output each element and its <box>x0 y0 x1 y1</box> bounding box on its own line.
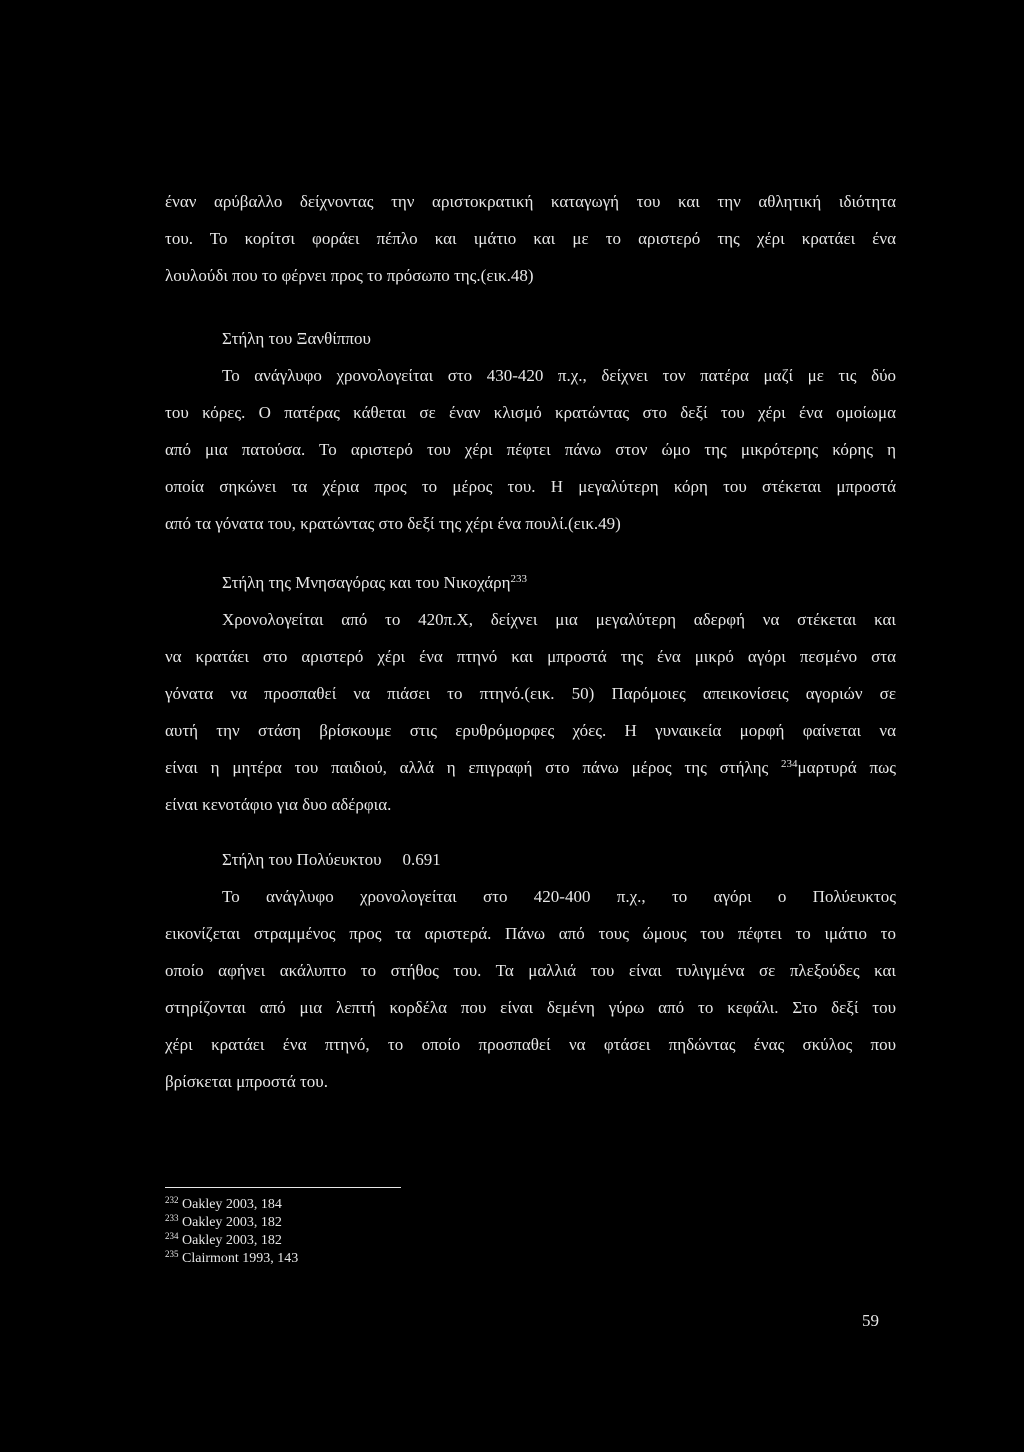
body-line: εικονίζεται στραμμένος προς τα αριστερά. Πάνω από τους ώμους του πέφτει το ιμάτιο το <box>165 924 896 943</box>
heading-suffix: 0.691 <box>402 850 441 869</box>
body-line: στηρίζονται από μια λεπτή κορδέλα που είναι δεμένη γύρω από το κεφάλι. Στο δεξί του <box>165 998 896 1017</box>
footnote-number: 233 <box>165 1213 179 1223</box>
body-text: μαρτυρά πως <box>797 758 896 777</box>
body-line: γόνατα να προσπαθεί να πιάσει το πτηνό.(εικ. 50) Παρόμοιες απεικονίσεις αγοριών σε <box>165 684 896 703</box>
footnote <box>165 1197 282 1213</box>
footnote <box>165 1233 282 1249</box>
footnote-number: 235 <box>165 1249 179 1259</box>
footnote <box>165 1215 282 1231</box>
body-line: του κόρες. Ο πατέρας κάθεται σε έναν κλισμό κρατώντας στο δεξί του χέρι ένα ομοίωμα <box>165 403 896 422</box>
section-heading: Στήλη του Ξανθίππου <box>222 329 371 348</box>
body-line: οποία σηκώνει τα χέρια προς το μέρος του. Η μεγαλύτερη κόρη του στέκεται μπροστά <box>165 477 896 496</box>
body-line: είναι κενοτάφιο για δυο αδέρφια. <box>165 795 392 814</box>
footnote-text: Clairmont 1993, 143 <box>182 1251 299 1266</box>
section-heading <box>222 573 896 593</box>
body-line: αυτή την στάση βρίσκουμε στις ερυθρόμορφες χόες. Η γυναικεία μορφή φαίνεται να <box>165 721 896 740</box>
footnote-ref: 234 <box>781 758 798 770</box>
body-line <box>165 758 896 778</box>
section-heading-text: Στήλη του Πολύευκτου <box>222 850 382 869</box>
body-line: να κρατάει στο αριστερό χέρι ένα πτηνό και μπροστά της ένα μικρό αγόρι πεσμένο στα <box>165 647 896 666</box>
section-heading-text: Στήλη της Μνησαγόρας και του Νικοχάρη <box>222 573 511 592</box>
footnote <box>165 1251 298 1267</box>
footnote-text: Oakley 2003, 182 <box>182 1233 282 1248</box>
footnote-text: Oakley 2003, 182 <box>182 1215 282 1230</box>
section-heading <box>222 850 896 870</box>
body-line: Το ανάγλυφο χρονολογείται στο 430-420 π.χ., δείχνει τον πατέρα μαζί με τις δύο <box>222 366 896 385</box>
body-line: από μια πατούσα. Το αριστερό του χέρι πέφτει πάνω στον ώμο της μικρότερης κόρης η <box>165 440 896 459</box>
footnote-number: 234 <box>165 1231 179 1241</box>
body-line: λουλούδι που το φέρνει προς το πρόσωπο της.(εικ.48) <box>165 266 534 285</box>
body-line: οποίο αφήνει ακάλυπτο το στήθος του. Τα μαλλιά του είναι τυλιγμένα σε πλεξούδες και <box>165 961 896 980</box>
body-line: Χρονολογείται από το 420π.Χ, δείχνει μια μεγαλύτερη αδερφή να στέκεται και <box>222 610 896 629</box>
footnote-separator <box>165 1187 401 1188</box>
body-text: είναι η μητέρα του παιδιού, αλλά η επιγραφή στο πάνω μέρος της στήλης <box>165 758 782 777</box>
body-line: βρίσκεται μπροστά του. <box>165 1072 328 1091</box>
body-line: χέρι κρατάει ένα πτηνό, το οποίο προσπαθεί να φτάσει πηδώντας ένας σκύλος που <box>165 1035 896 1054</box>
body-line: έναν αρύβαλλο δείχνοντας την αριστοκρατική καταγωγή του και την αθλητική ιδιότητα <box>165 192 896 211</box>
page-number: 59 <box>862 1311 879 1330</box>
footnote-text: Oakley 2003, 184 <box>182 1197 282 1212</box>
body-line: Το ανάγλυφο χρονολογείται στο 420-400 π.χ., το αγόρι ο Πολύευκτος <box>222 887 896 906</box>
footnote-number: 232 <box>165 1195 179 1205</box>
body-line: από τα γόνατα του, κρατώντας στο δεξί της χέρι ένα πουλί.(εικ.49) <box>165 514 621 533</box>
footnote-ref: 233 <box>510 573 528 585</box>
body-line: του. Το κορίτσι φοράει πέπλο και ιμάτιο και με το αριστερό της χέρι κρατάει ένα <box>165 229 896 248</box>
